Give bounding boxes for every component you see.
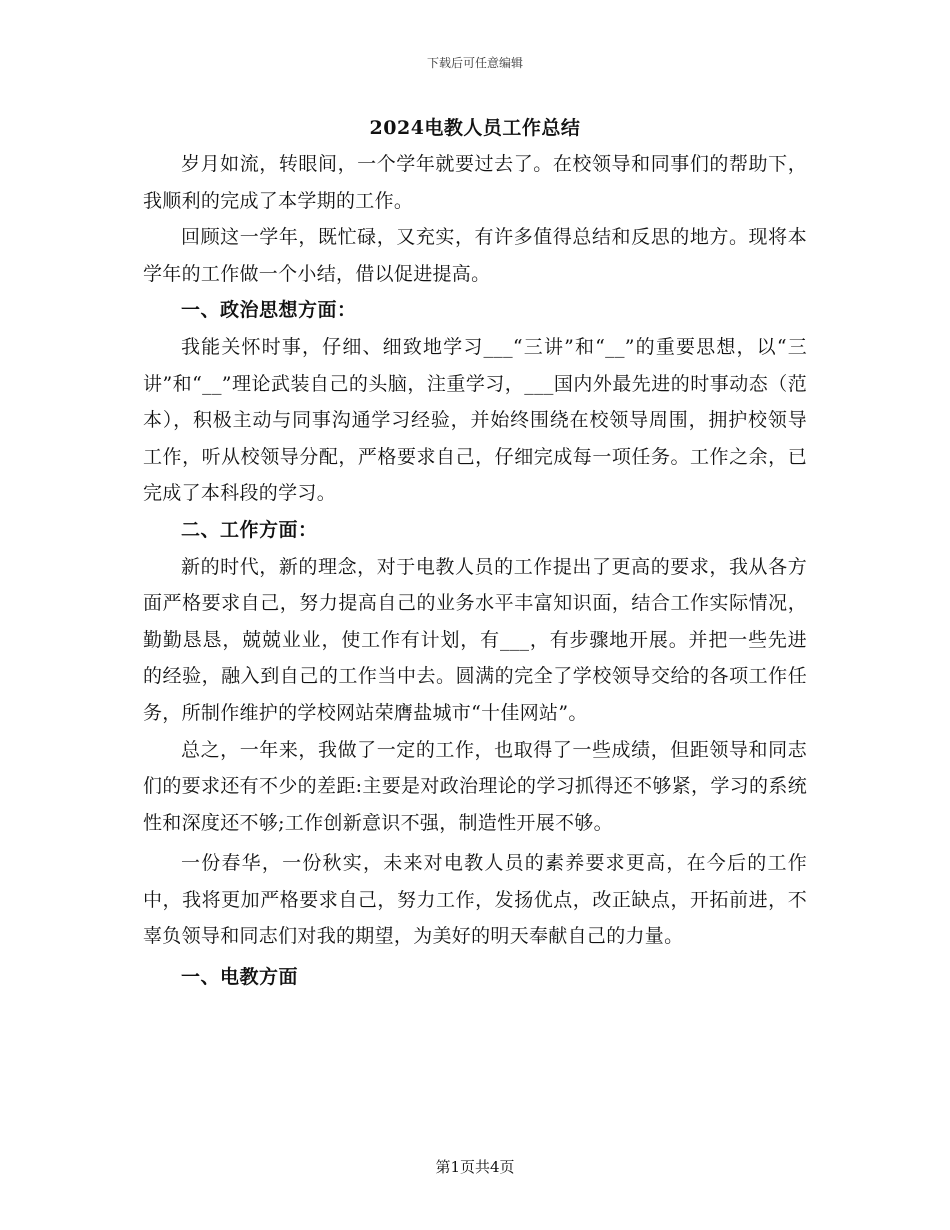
document-title: 2024电教人员工作总结 bbox=[369, 117, 581, 139]
section-heading-political: 一、政治思想方面： bbox=[181, 299, 357, 322]
document-body bbox=[143, 110, 807, 996]
page-number: 第1页共4页 bbox=[435, 1158, 515, 1176]
paragraph-summary: 总之，一年来，我做了一定的工作，也取得了一些成绩，但距领导和同志们的要求还有不少的差距:主要是对政治理论的学习抓得还不够紧，学习的系统性和深度还不够;工作创新意识不强，制造性开展不够。 bbox=[143, 738, 807, 834]
section-heading-audiovisual: 一、电教方面 bbox=[181, 966, 299, 989]
paragraph-intro: 岁月如流，转眼间，一个学年就要过去了。在校领导和同事们的帮助下，我顺利的完成了本学期的工作。 bbox=[143, 153, 807, 212]
paragraph-political: 我能关怀时事，仔细、细致地学习___“三讲”和“__”的重要思想，以“三讲”和“__”理论武装自己的头脑，注重学习，___国内外最先进的时事动态（范本），积极主动与同事沟通学习经验，并始终围绕在校领导周围，拥护校领导工作，听从校领导分配，严格要求自己，仔细完成每一项任务。工作之余，已完成了本科段的学习。 bbox=[143, 335, 807, 505]
paragraph-outlook: 一份春华，一份秋实，未来对电教人员的素养要求更高，在今后的工作中，我将更加严格要求自己，努力工作，发扬优点，改正缺点，开拓前进，不辜负领导和同志们对我的期望，为美好的明天奉献自己的力量。 bbox=[143, 852, 807, 948]
paragraph-review: 回顾这一学年，既忙碌，又充实，有许多值得总结和反思的地方。现将本学年的工作做一个小结，借以促进提高。 bbox=[143, 226, 807, 285]
section-heading-work: 二、工作方面： bbox=[181, 518, 318, 541]
header-note: 下载后可任意编辑 bbox=[426, 56, 523, 70]
paragraph-work: 新的时代，新的理念，对于电教人员的工作提出了更高的要求，我从各方面严格要求自己，努力提高自己的业务水平丰富知识面，结合工作实际情况，勤勤恳恳，兢兢业业，使工作有计划，有___，有步骤地开展。并把一些先进的经验，融入到自己的工作当中去。圆满的完全了学校领导交给的各项工作任务，所制作维护的学校网站荣膺盐城市“十佳网站”。 bbox=[143, 555, 807, 724]
